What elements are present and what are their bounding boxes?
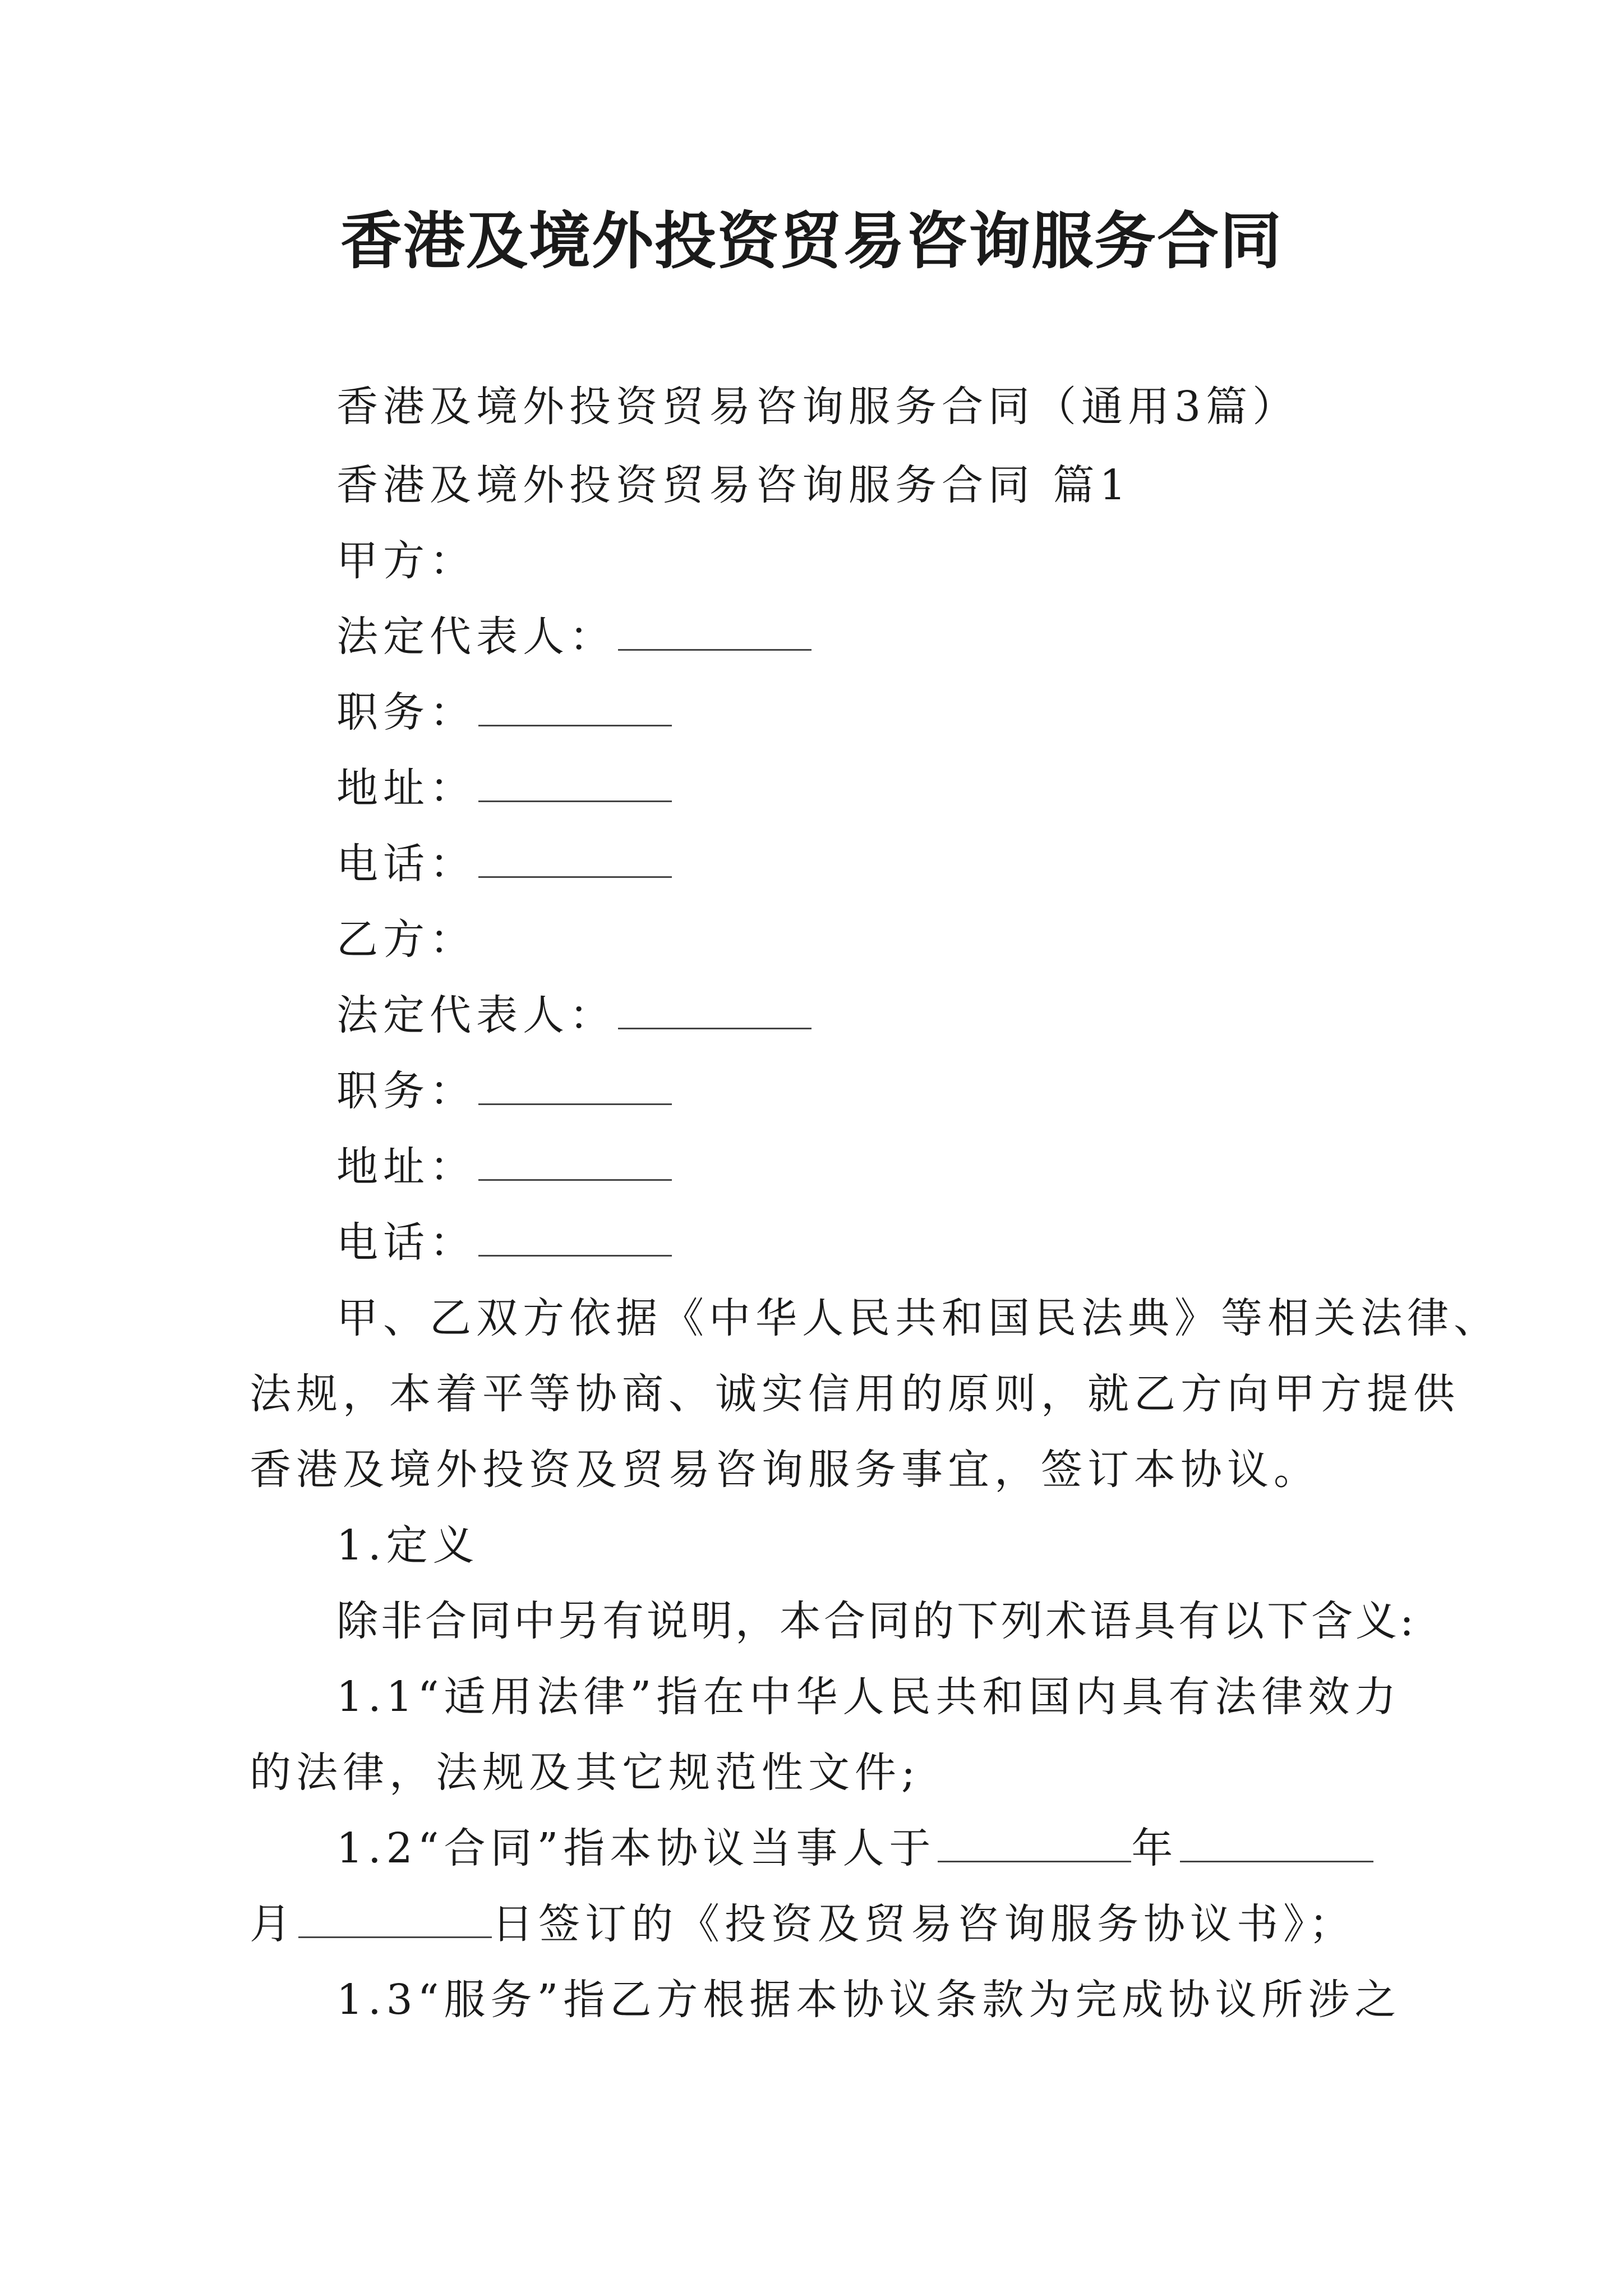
party-a-title-blank: [478, 691, 672, 726]
party-b-phone-row: [336, 1212, 672, 1273]
definition-1-2-line-1: [336, 1818, 1373, 1879]
preamble-line-2: 法规，本着平等协商、诚实信用的原则，就乙方向甲方提供: [250, 1370, 1460, 1418]
party-a-address-row: [336, 757, 672, 819]
section-heading: 香港及境外投资贸易咨询服务合同 篇1: [336, 461, 1131, 509]
definition-1-1-line-1: 1.1“适用法律”指在中华人民共和国内具有法律效力: [336, 1673, 1401, 1721]
party-b-rep-blank: [618, 994, 811, 1029]
preamble-line-3: 香港及境外投资及贸易咨询服务事宜，签订本协议。: [250, 1446, 1320, 1494]
party-a-rep-row: [336, 606, 811, 668]
party-a-label: 甲方：: [336, 537, 476, 585]
document-title: 香港及境外投资贸易咨询服务合同: [340, 205, 1283, 277]
definitions-heading: 1.定义: [336, 1521, 479, 1570]
definition-1-2-line-2: [250, 1893, 1355, 1955]
party-a-phone-row: [336, 833, 672, 895]
definition-1-1-line-2: 的法律，法规及其它规范性文件;: [250, 1749, 920, 1797]
definition-1-2-suffix: 日签订的《投资及贸易咨询服务协议书》；: [492, 1900, 1355, 1948]
definition-1-2-year: 年: [1131, 1824, 1178, 1872]
party-a-phone-blank: [478, 843, 672, 878]
party-a-address-blank: [478, 767, 672, 802]
contract-month-blank: [1180, 1827, 1373, 1862]
party-b-title-row: [336, 1060, 672, 1122]
party-a-title-label: 职务：: [336, 688, 476, 737]
party-b-address-label: 地址：: [336, 1143, 476, 1191]
document-subtitle: 香港及境外投资贸易咨询服务合同（通用3篇）: [336, 383, 1299, 431]
party-a-title-row: [336, 682, 672, 743]
party-b-phone-blank: [478, 1221, 672, 1257]
preamble-line-1: 甲、乙双方依据《中华人民共和国民法典》等相关法律、: [336, 1294, 1500, 1342]
party-b-address-blank: [478, 1145, 672, 1181]
party-b-label: 乙方：: [336, 915, 476, 964]
party-b-title-blank: [478, 1070, 672, 1105]
party-b-title-label: 职务：: [336, 1067, 476, 1115]
party-b-rep-label: 法定代表人：: [336, 991, 616, 1039]
party-a-rep-blank: [618, 615, 811, 651]
definition-1-3-line-1: 1.3“服务”指乙方根据本协议条款为完成协议所涉之: [336, 1976, 1401, 2024]
party-a-rep-label: 法定代表人：: [336, 613, 616, 661]
definitions-intro: 除非合同中另有说明，本合同的下列术语具有以下含义:: [336, 1597, 1417, 1645]
contract-year-blank: [938, 1827, 1131, 1862]
definition-1-2-month: 月: [250, 1900, 296, 1948]
party-b-rep-row: [336, 984, 811, 1046]
party-a-address-label: 地址：: [336, 764, 476, 812]
party-a-phone-label: 电话：: [336, 840, 476, 888]
party-b-address-row: [336, 1136, 672, 1198]
contract-day-blank: [298, 1903, 492, 1938]
definition-1-2-prefix: 1.2“合同”指本协议当事人于: [336, 1824, 936, 1872]
party-b-phone-label: 电话：: [336, 1218, 476, 1267]
